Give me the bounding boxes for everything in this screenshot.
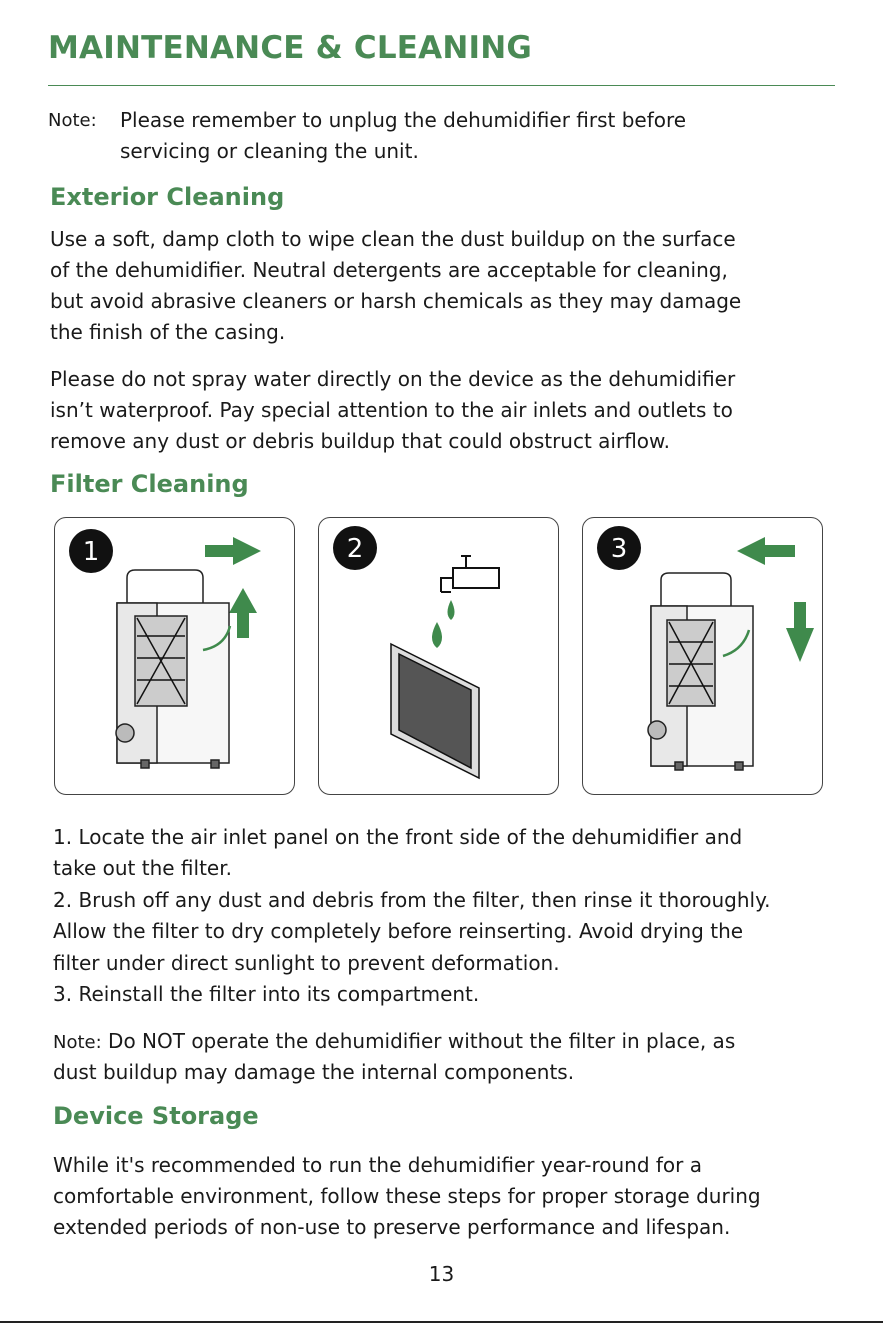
arrow-left-icon: [737, 537, 795, 565]
step-badge-icon: [333, 526, 377, 570]
note-text-line: dust buildup may damage the internal components.: [53, 1060, 575, 1084]
note-text-line: Do NOT operate the dehumidifier without the filter in place, as: [101, 1029, 736, 1053]
step-3-illustration: [582, 517, 823, 795]
paragraph-line: isn’t waterproof. Pay special attention to the air inlets and outlets to: [50, 398, 733, 422]
paragraph-line: Please do not spray water directly on the device as the dehumidifier: [50, 367, 736, 391]
water-drop-icon: [432, 622, 442, 648]
arrow-right-icon: [205, 537, 261, 565]
step-line: 1. Locate the air inlet panel on the front side of the dehumidifier and: [53, 825, 743, 849]
filter-note: [53, 1026, 735, 1058]
page-number: 13: [428, 1262, 455, 1286]
note-label: Note:: [48, 110, 97, 131]
svg-text:2: 2: [346, 534, 364, 564]
paragraph-line: comfortable environment, follow these steps for proper storage during: [53, 1184, 761, 1208]
page-title: MAINTENANCE & CLEANING: [48, 30, 533, 66]
note-text-line: Please remember to unplug the dehumidifier first before: [120, 108, 687, 132]
exterior-cleaning-heading: Exterior Cleaning: [50, 183, 285, 211]
arrow-up-icon: [229, 588, 257, 638]
dehumidifier-icon: [648, 573, 753, 770]
step-line: 2. Brush off any dust and debris from the filter, then rinse it thoroughly.: [53, 888, 771, 912]
step-line: take out the filter.: [53, 856, 232, 880]
svg-text:3: 3: [610, 534, 628, 564]
step-badge-icon: [69, 529, 113, 573]
filter-grid-icon: [391, 644, 479, 778]
water-drop-icon: [448, 600, 455, 620]
step-line: filter under direct sunlight to prevent deformation.: [53, 951, 560, 975]
svg-text:1: 1: [82, 537, 100, 567]
filter-cleaning-heading: Filter Cleaning: [50, 470, 249, 498]
paragraph-line: remove any dust or debris buildup that could obstruct airflow.: [50, 429, 670, 453]
paragraph-line: the finish of the casing.: [50, 320, 286, 344]
paragraph-line: While it's recommended to run the dehumidifier year-round for a: [53, 1153, 702, 1177]
step-line: Allow the filter to dry completely before reinserting. Avoid drying the: [53, 919, 744, 943]
page-bottom-border: [0, 1321, 883, 1323]
arrow-down-icon: [786, 602, 814, 662]
step-line: 3. Reinstall the filter into its compartment.: [53, 982, 480, 1006]
note-label: Note:: [53, 1032, 102, 1053]
paragraph-line: extended periods of non-use to preserve performance and lifespan.: [53, 1215, 731, 1239]
device-storage-heading: Device Storage: [53, 1102, 259, 1130]
title-divider: [48, 85, 835, 86]
paragraph-line: of the dehumidifier. Neutral detergents are acceptable for cleaning,: [50, 258, 728, 282]
step-1-illustration: [54, 517, 295, 795]
step-badge-icon: [597, 526, 641, 570]
paragraph-line: Use a soft, damp cloth to wipe clean the dust buildup on the surface: [50, 227, 736, 251]
dehumidifier-icon: [116, 570, 230, 768]
step-2-illustration: [318, 517, 559, 795]
note-text-line: servicing or cleaning the unit.: [120, 139, 419, 163]
paragraph-line: but avoid abrasive cleaners or harsh chemicals as they may damage: [50, 289, 742, 313]
faucet-icon: [441, 556, 499, 592]
